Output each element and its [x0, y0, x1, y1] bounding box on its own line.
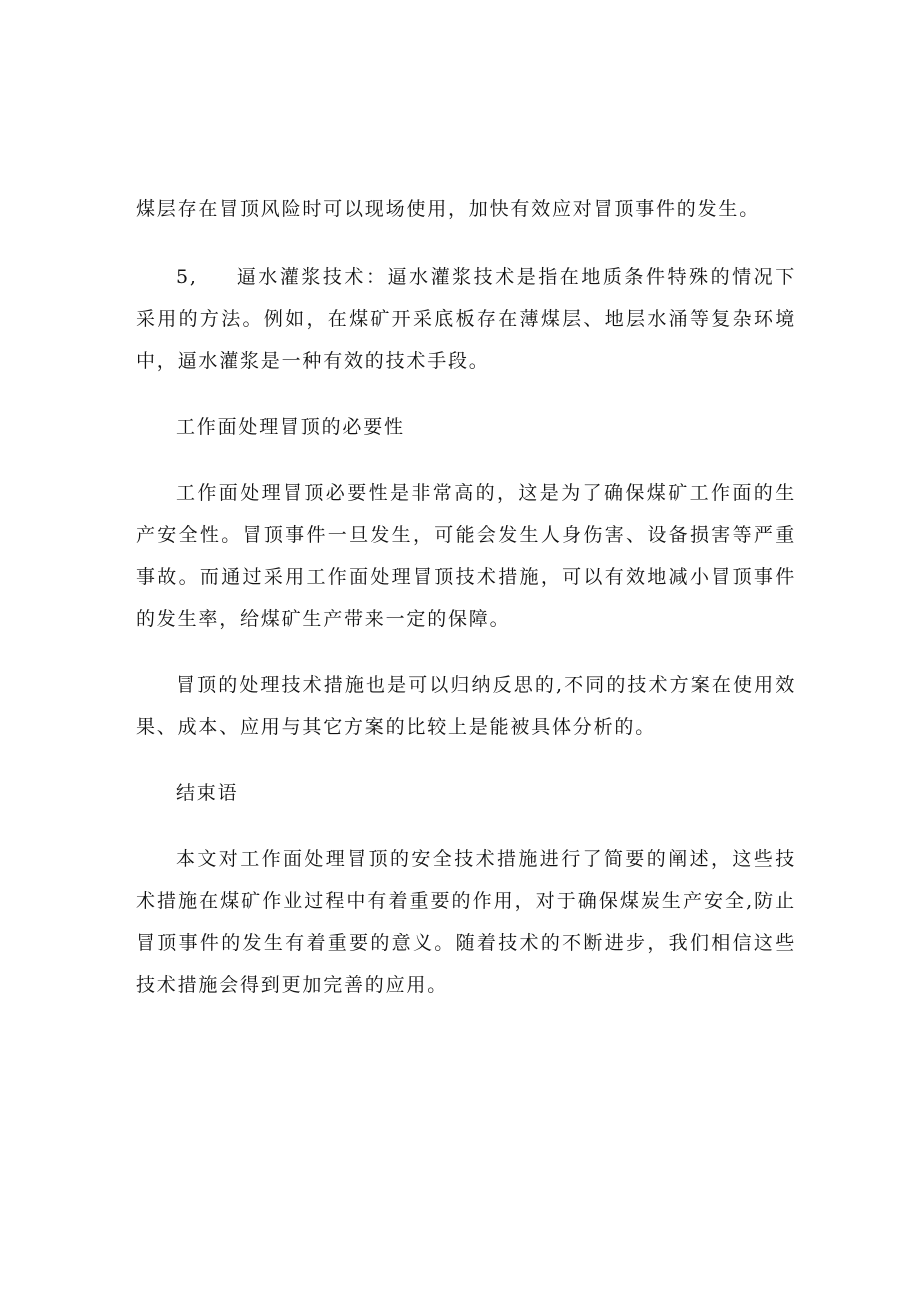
paragraph-conclusion: 本文对工作面处理冒顶的安全技术措施进行了简要的阐述，这些技术措施在煤矿作业过程中有着重要的作用，对于确保煤炭生产安全,防止冒顶事件的发生有着重要的意义。随着技术的不断进步，我们相信这些技术措施会得到更加完善的应用。 [136, 848, 796, 996]
section-heading-conclusion: 结束语 [176, 782, 239, 804]
list-item-text: 逼水灌浆技术：逼水灌浆技术是指在地质条件特殊的情况下采用的方法。例如，在煤矿开采底板存在薄煤层、地层水涌等复杂环境中，逼水灌浆是一种有效的技术手段。 [136, 266, 796, 372]
list-item-number: 5, [176, 266, 198, 288]
section-heading-necessity: 工作面处理冒顶的必要性 [176, 416, 405, 438]
paragraph-reflection: 冒顶的处理技术措施也是可以归纳反思的,不同的技术方案在使用效果、成本、应用与其它方案的比较上是能被具体分析的。 [136, 674, 796, 738]
document-body [136, 188, 796, 1030]
list-item-5 [136, 256, 796, 382]
paragraph-necessity: 工作面处理冒顶必要性是非常高的，这是为了确保煤矿工作面的生产安全性。冒顶事件一旦发生，可能会发生人身伤害、设备损害等严重事故。而通过采用工作面处理冒顶技术措施，可以有效地减小冒顶事件的发生率，给煤矿生产带来一定的保障。 [136, 482, 796, 630]
paragraph-continuation: 煤层存在冒顶风险时可以现场使用，加快有效应对冒顶事件的发生。 [136, 198, 761, 220]
